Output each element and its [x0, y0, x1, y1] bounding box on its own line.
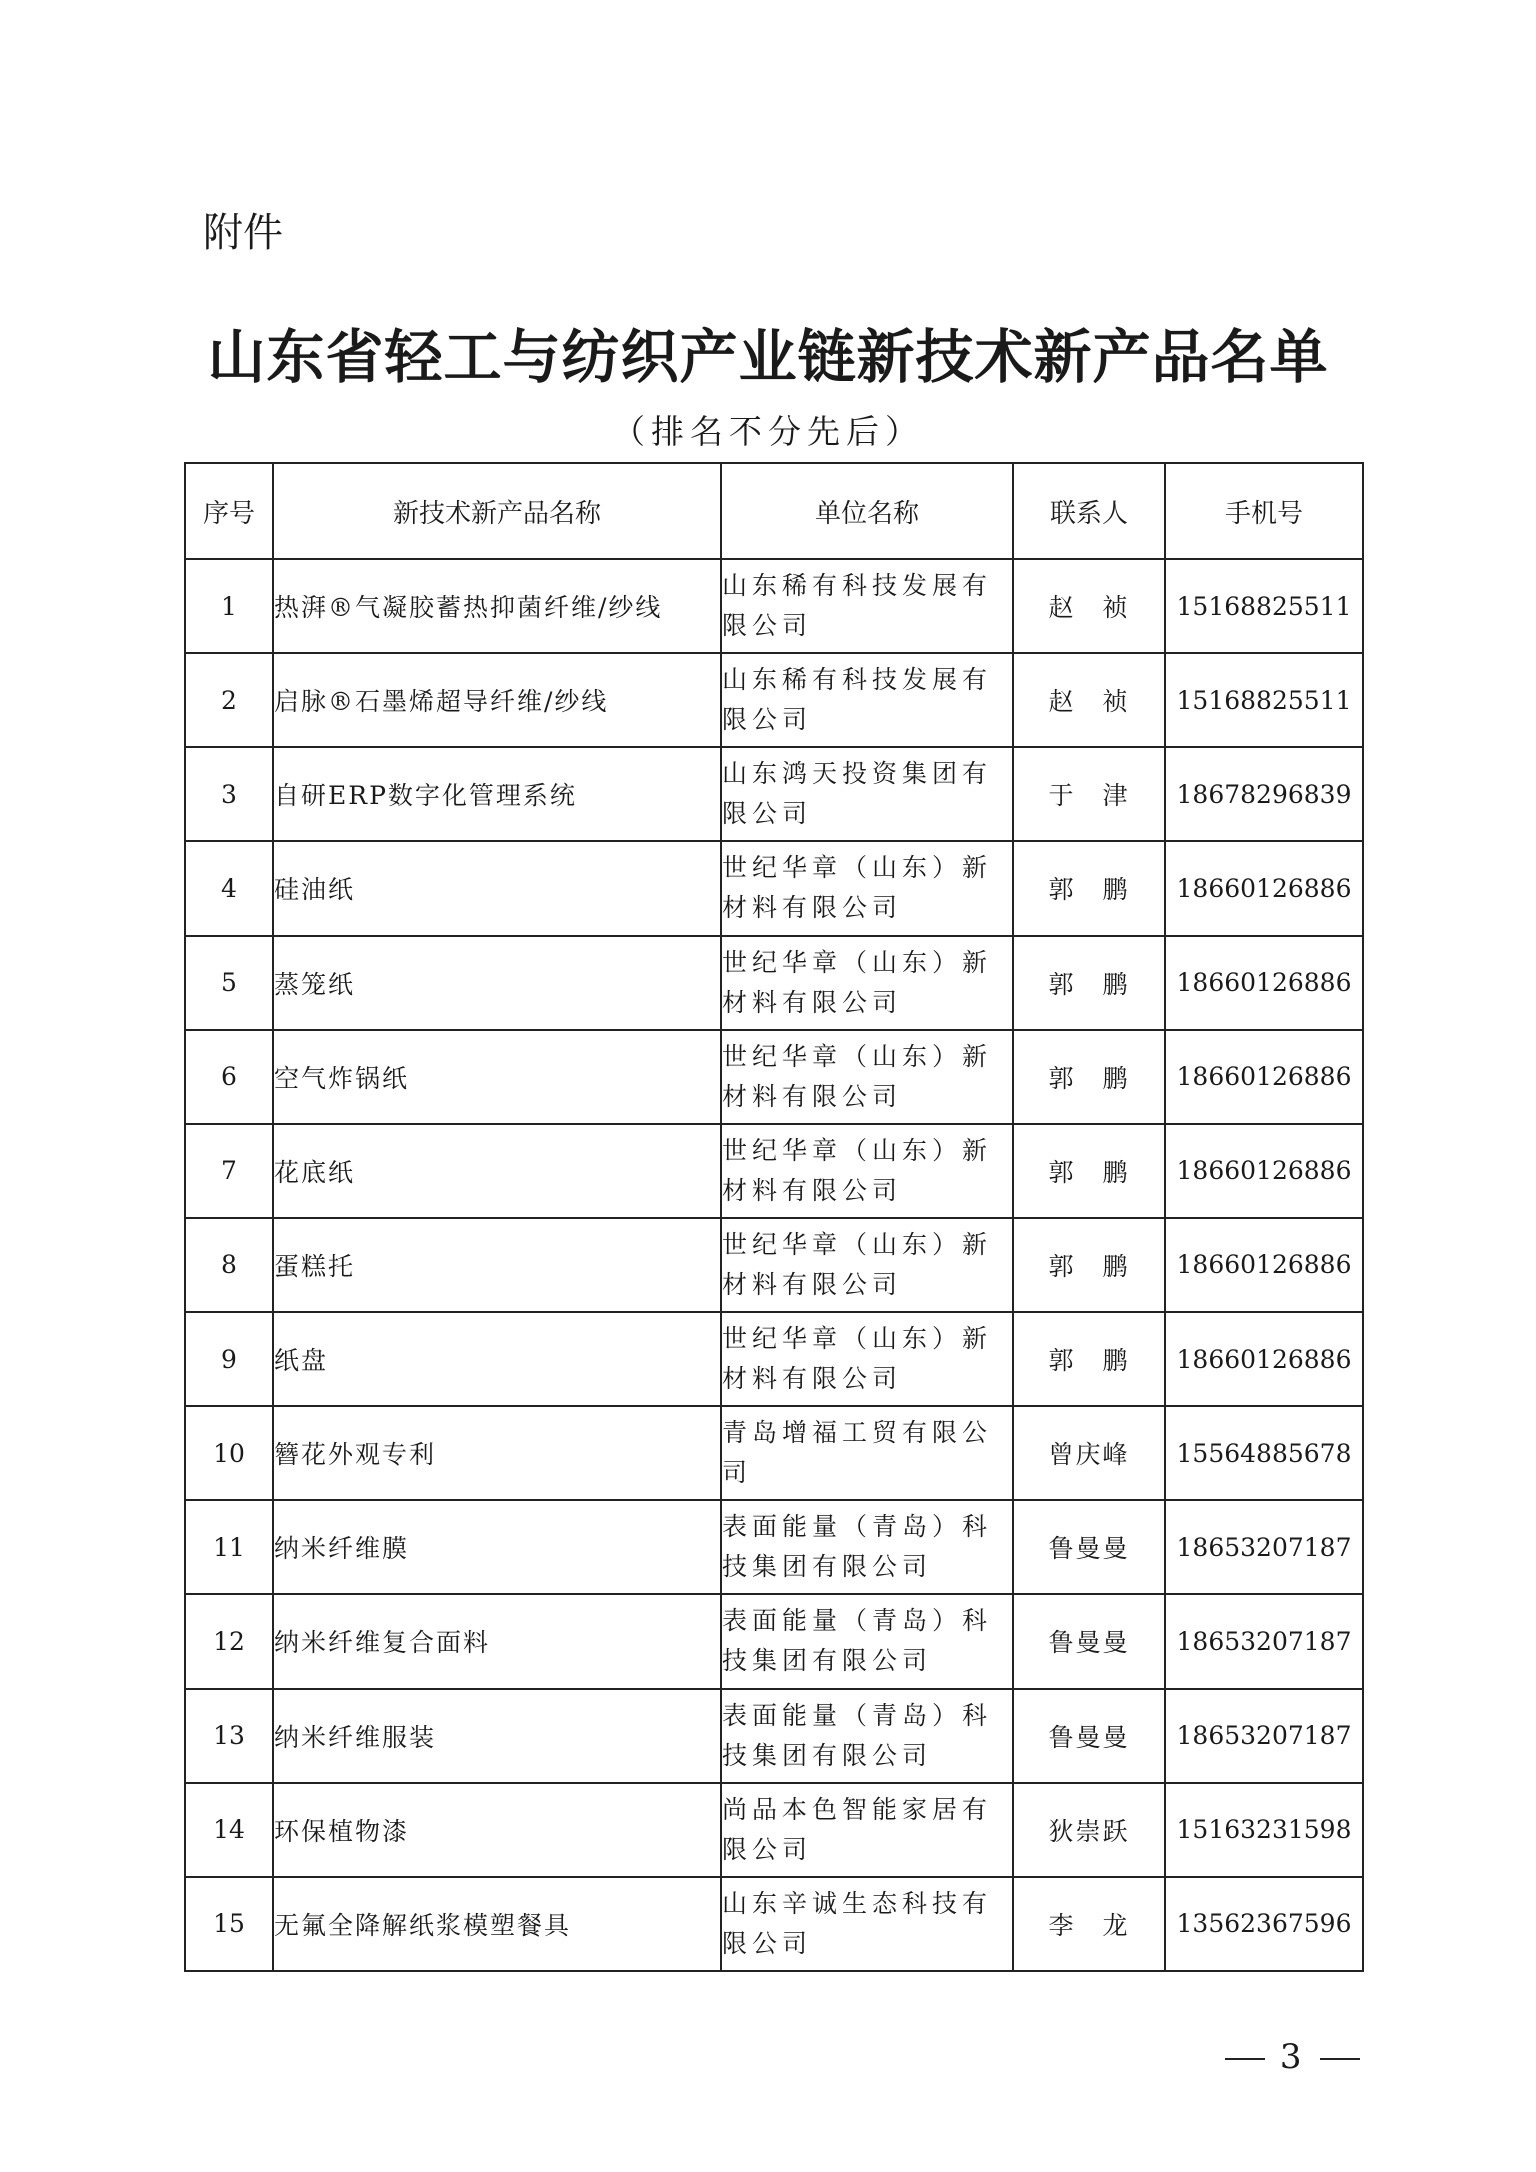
table-row	[185, 1783, 1363, 1877]
cell-unit-name: 山东辛诚生态科技有限公司	[721, 1877, 1013, 1971]
attachment-label: 附件	[203, 210, 283, 256]
cell-serial-number: 11	[185, 1500, 273, 1594]
cell-serial-number: 6	[185, 1030, 273, 1124]
cell-serial-number: 8	[185, 1218, 273, 1312]
table-body	[185, 559, 1363, 1971]
cell-serial-number: 7	[185, 1124, 273, 1218]
cell-product-name: 热湃®气凝胶蓄热抑菌纤维/纱线	[273, 559, 721, 653]
page-number-dash-right	[1320, 2058, 1360, 2060]
cell-phone: 18660126886	[1165, 841, 1363, 935]
page-number-value: 3	[1279, 2037, 1306, 2077]
page-number-dash-left	[1225, 2058, 1265, 2060]
cell-product-name: 自研ERP数字化管理系统	[273, 747, 721, 841]
cell-phone: 18678296839	[1165, 747, 1363, 841]
table-row	[185, 1124, 1363, 1218]
cell-unit-name: 世纪华章（山东）新材料有限公司	[721, 1124, 1013, 1218]
header-unit-name: 单位名称	[721, 463, 1013, 559]
cell-contact: 赵 祯	[1013, 559, 1165, 653]
cell-unit-name: 山东稀有科技发展有限公司	[721, 653, 1013, 747]
cell-product-name: 蒸笼纸	[273, 936, 721, 1030]
table-row	[185, 653, 1363, 747]
table-row	[185, 841, 1363, 935]
cell-unit-name: 世纪华章（山东）新材料有限公司	[721, 936, 1013, 1030]
cell-unit-name: 表面能量（青岛）科技集团有限公司	[721, 1594, 1013, 1688]
header-phone: 手机号	[1165, 463, 1363, 559]
document-subtitle: （排名不分先后）	[612, 412, 924, 451]
cell-product-name: 无氟全降解纸浆模塑餐具	[273, 1877, 721, 1971]
table-row	[185, 1877, 1363, 1971]
cell-serial-number: 3	[185, 747, 273, 841]
page-number	[1225, 2032, 1360, 2082]
cell-phone: 15168825511	[1165, 653, 1363, 747]
cell-contact: 郭 鹏	[1013, 936, 1165, 1030]
cell-phone: 18660126886	[1165, 1124, 1363, 1218]
cell-unit-name: 山东稀有科技发展有限公司	[721, 559, 1013, 653]
cell-contact: 鲁曼曼	[1013, 1594, 1165, 1688]
product-table	[184, 462, 1364, 1972]
header-contact: 联系人	[1013, 463, 1165, 559]
table-row	[185, 936, 1363, 1030]
table-row	[185, 1030, 1363, 1124]
cell-phone: 15168825511	[1165, 559, 1363, 653]
cell-product-name: 启脉®石墨烯超导纤维/纱线	[273, 653, 721, 747]
table-row	[185, 747, 1363, 841]
table-row	[185, 1218, 1363, 1312]
cell-unit-name: 山东鸿天投资集团有限公司	[721, 747, 1013, 841]
cell-phone: 18660126886	[1165, 1218, 1363, 1312]
cell-contact: 郭 鹏	[1013, 1218, 1165, 1312]
cell-phone: 15163231598	[1165, 1783, 1363, 1877]
cell-contact: 于 津	[1013, 747, 1165, 841]
cell-serial-number: 5	[185, 936, 273, 1030]
cell-serial-number: 9	[185, 1312, 273, 1406]
cell-serial-number: 14	[185, 1783, 273, 1877]
cell-product-name: 纸盘	[273, 1312, 721, 1406]
cell-phone: 18653207187	[1165, 1689, 1363, 1783]
header-serial-number: 序号	[185, 463, 273, 559]
table-row	[185, 1500, 1363, 1594]
cell-phone: 18660126886	[1165, 1030, 1363, 1124]
header-product-name: 新技术新产品名称	[273, 463, 721, 559]
cell-phone: 18660126886	[1165, 1312, 1363, 1406]
cell-serial-number: 4	[185, 841, 273, 935]
cell-serial-number: 1	[185, 559, 273, 653]
cell-serial-number: 12	[185, 1594, 273, 1688]
cell-contact: 曾庆峰	[1013, 1406, 1165, 1500]
cell-phone: 15564885678	[1165, 1406, 1363, 1500]
cell-contact: 赵 祯	[1013, 653, 1165, 747]
cell-unit-name: 世纪华章（山东）新材料有限公司	[721, 841, 1013, 935]
cell-serial-number: 10	[185, 1406, 273, 1500]
cell-unit-name: 表面能量（青岛）科技集团有限公司	[721, 1500, 1013, 1594]
cell-unit-name: 表面能量（青岛）科技集团有限公司	[721, 1689, 1013, 1783]
cell-serial-number: 2	[185, 653, 273, 747]
cell-unit-name: 世纪华章（山东）新材料有限公司	[721, 1218, 1013, 1312]
cell-contact: 郭 鹏	[1013, 1312, 1165, 1406]
cell-phone: 18660126886	[1165, 936, 1363, 1030]
cell-unit-name: 世纪华章（山东）新材料有限公司	[721, 1312, 1013, 1406]
cell-product-name: 纳米纤维服装	[273, 1689, 721, 1783]
cell-unit-name: 世纪华章（山东）新材料有限公司	[721, 1030, 1013, 1124]
cell-contact: 狄崇跃	[1013, 1783, 1165, 1877]
cell-product-name: 花底纸	[273, 1124, 721, 1218]
cell-contact: 郭 鹏	[1013, 1124, 1165, 1218]
cell-contact: 鲁曼曼	[1013, 1500, 1165, 1594]
table-row	[185, 1689, 1363, 1783]
cell-product-name: 纳米纤维膜	[273, 1500, 721, 1594]
cell-product-name: 蛋糕托	[273, 1218, 721, 1312]
cell-phone: 18653207187	[1165, 1594, 1363, 1688]
cell-contact: 鲁曼曼	[1013, 1689, 1165, 1783]
cell-product-name: 环保植物漆	[273, 1783, 721, 1877]
cell-contact: 郭 鹏	[1013, 1030, 1165, 1124]
cell-contact: 李 龙	[1013, 1877, 1165, 1971]
document-title: 山东省轻工与纺织产业链新技术新产品名单	[207, 323, 1329, 391]
cell-product-name: 簪花外观专利	[273, 1406, 721, 1500]
cell-phone: 13562367596	[1165, 1877, 1363, 1971]
cell-serial-number: 15	[185, 1877, 273, 1971]
cell-unit-name: 尚品本色智能家居有限公司	[721, 1783, 1013, 1877]
cell-serial-number: 13	[185, 1689, 273, 1783]
table-row	[185, 1406, 1363, 1500]
cell-product-name: 空气炸锅纸	[273, 1030, 721, 1124]
cell-phone: 18653207187	[1165, 1500, 1363, 1594]
cell-unit-name: 青岛增福工贸有限公司	[721, 1406, 1013, 1500]
cell-product-name: 纳米纤维复合面料	[273, 1594, 721, 1688]
table-row	[185, 1594, 1363, 1688]
table-row	[185, 1312, 1363, 1406]
cell-contact: 郭 鹏	[1013, 841, 1165, 935]
table-header-row	[185, 463, 1363, 559]
cell-product-name: 硅油纸	[273, 841, 721, 935]
table-row	[185, 559, 1363, 653]
